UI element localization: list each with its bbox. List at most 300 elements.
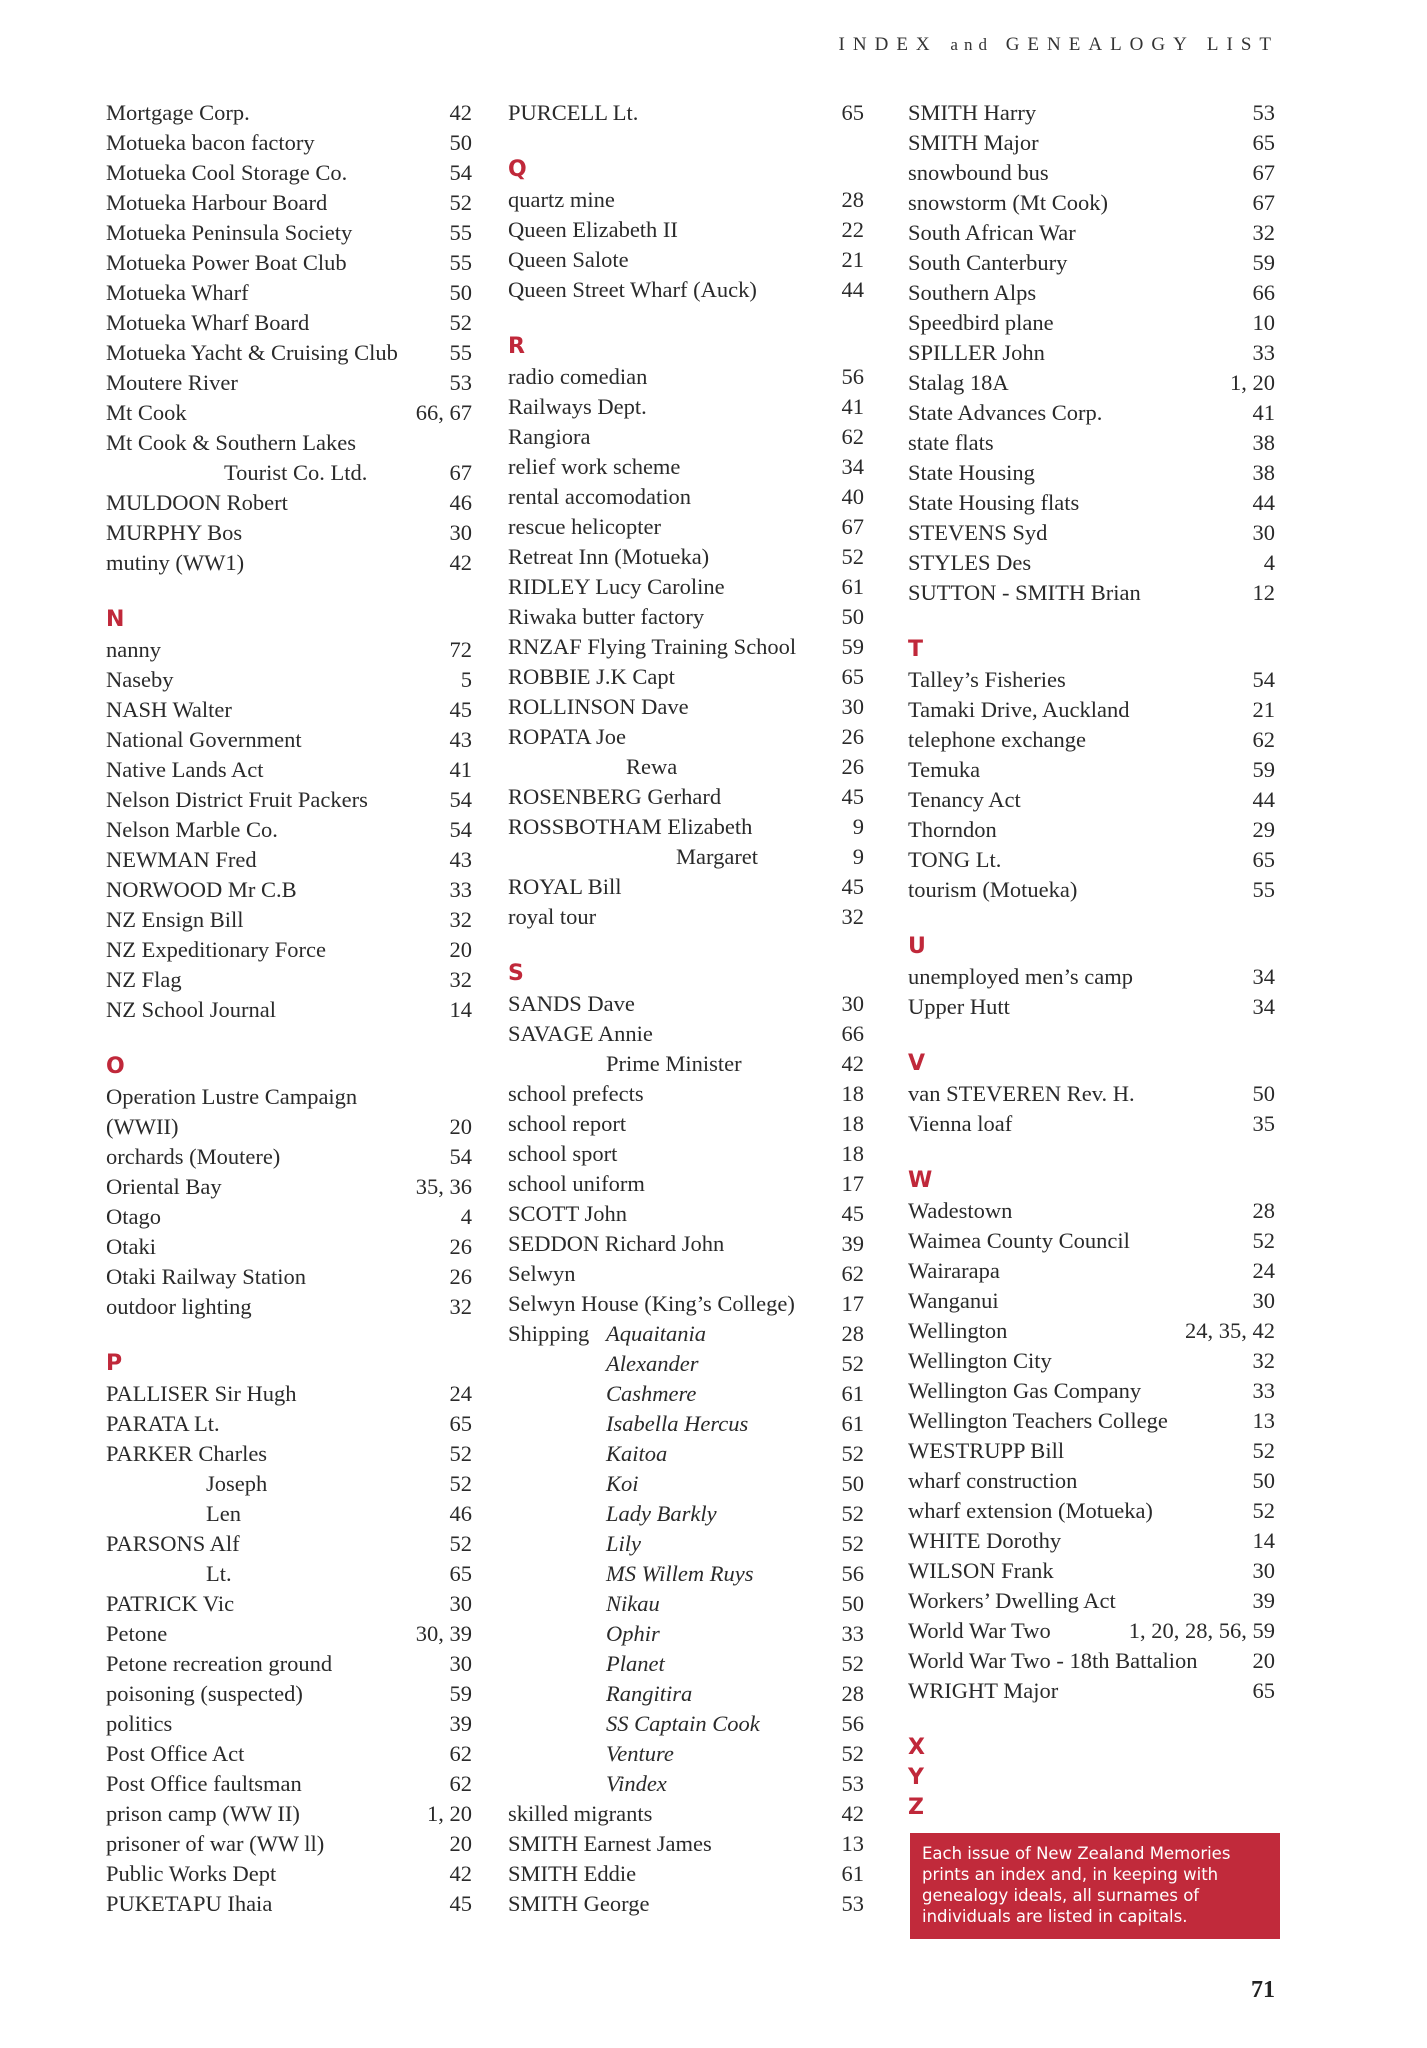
entry-term: poisoning (suspected) — [106, 1681, 303, 1706]
entry-term: mutiny (WW1) — [106, 550, 245, 575]
index-entry — [106, 128, 472, 158]
entry-term: State Advances Corp. — [908, 400, 1103, 425]
index-entry — [508, 362, 864, 392]
index-entry — [106, 338, 472, 368]
entry-pages: 59 — [841, 634, 864, 659]
entry-pages: 30 — [1252, 1558, 1275, 1583]
entry-pages: 42 — [841, 1801, 864, 1826]
index-entry — [908, 458, 1275, 488]
entry-term: NEWMAN Fred — [106, 847, 257, 872]
entry-pages: 53 — [841, 1771, 864, 1796]
entry-pages: 50 — [449, 130, 472, 155]
index-entry — [508, 1289, 864, 1319]
entry-pages: 28 — [841, 1681, 864, 1706]
index-entry — [908, 1196, 1275, 1226]
index-entry — [106, 1439, 472, 1469]
index-entry — [508, 1499, 864, 1529]
entry-term: Post Office Act — [106, 1741, 245, 1766]
entry-pages: 9 — [852, 814, 864, 839]
entry-pages: 67 — [841, 514, 864, 539]
entry-term: Naseby — [106, 667, 174, 692]
entry-ship-name: Nikau — [606, 1591, 660, 1616]
entry-term: STYLES Des — [908, 550, 1032, 575]
entry-term: politics — [106, 1711, 173, 1736]
index-entry — [106, 188, 472, 218]
index-entry — [106, 695, 472, 725]
entry-pages: 65 — [1252, 130, 1275, 155]
entry-term: Petone — [106, 1621, 168, 1646]
index-entry — [908, 1586, 1275, 1616]
index-entry — [106, 548, 472, 578]
entry-term: Railways Dept. — [508, 394, 647, 419]
index-entry — [508, 1319, 864, 1349]
entry-pages: 44 — [841, 277, 864, 302]
index-entry — [908, 548, 1275, 578]
entry-pages: 38 — [1252, 430, 1275, 455]
entry-ship-name: Vindex — [606, 1771, 667, 1796]
entry-term: Thorndon — [908, 817, 997, 842]
index-entry — [908, 398, 1275, 428]
entry-term: Margaret — [676, 844, 759, 869]
index-entry — [908, 218, 1275, 248]
entry-term: SANDS Dave — [508, 991, 635, 1016]
entry-pages: 32 — [449, 967, 472, 992]
entry-pages: 14 — [1252, 1528, 1275, 1553]
entry-pages: 54 — [449, 160, 472, 185]
index-entry — [106, 1709, 472, 1739]
entry-pages: 40 — [841, 484, 864, 509]
entry-pages: 52 — [1252, 1228, 1275, 1253]
index-entry — [508, 1649, 864, 1679]
entry-pages: 28 — [841, 1321, 864, 1346]
entry-term: NZ School Journal — [106, 997, 276, 1022]
index-entry — [508, 1349, 864, 1379]
entry-term: Petone recreation ground — [106, 1651, 333, 1676]
section-letter-p: P — [106, 1351, 123, 1376]
entry-term: SMITH George — [508, 1891, 650, 1916]
entry-term: Nelson Marble Co. — [106, 817, 278, 842]
entry-pages: 32 — [841, 904, 864, 929]
entry-pages: 34 — [1252, 994, 1275, 1019]
index-entry — [508, 662, 864, 692]
index-entry — [508, 185, 864, 215]
section-letter-v: V — [908, 1051, 926, 1076]
entry-pages: 42 — [841, 1051, 864, 1076]
entry-pages: 20 — [1252, 1648, 1275, 1673]
entry-term: Selwyn — [508, 1261, 576, 1286]
index-entry — [508, 902, 864, 932]
entry-ship-name: Aquaitania — [606, 1321, 706, 1346]
index-entry — [508, 1229, 864, 1259]
index-entry — [508, 275, 864, 305]
index-entry — [508, 1619, 864, 1649]
entry-pages: 45 — [449, 1891, 472, 1916]
entry-pages: 45 — [841, 874, 864, 899]
index-entry — [106, 1292, 472, 1322]
entry-pages: 18 — [841, 1081, 864, 1106]
entry-pages: 14 — [449, 997, 472, 1022]
entry-pages: 61 — [841, 1381, 864, 1406]
index-entry — [908, 1676, 1275, 1706]
index-entry — [106, 1589, 472, 1619]
entry-term: South African War — [908, 220, 1076, 245]
entry-term: Mt Cook — [106, 400, 187, 425]
entry-pages: 44 — [1252, 787, 1275, 812]
entry-pages: 20 — [449, 1114, 472, 1139]
entry-pages: 59 — [449, 1681, 472, 1706]
entry-term: Rewa — [626, 754, 678, 779]
entry-term: PARATA Lt. — [106, 1411, 220, 1436]
entry-term: Upper Hutt — [908, 994, 1010, 1019]
entry-ship-name: Lily — [606, 1531, 642, 1556]
index-entry — [106, 488, 472, 518]
index-entry — [908, 158, 1275, 188]
index-entry — [508, 1019, 864, 1049]
index-entry — [508, 215, 864, 245]
index-entry — [106, 1799, 472, 1829]
index-entry — [508, 692, 864, 722]
entry-pages: 5 — [460, 667, 472, 692]
index-entry — [106, 815, 472, 845]
index-entry — [106, 1529, 472, 1559]
index-entry — [106, 755, 472, 785]
entry-pages: 39 — [841, 1231, 864, 1256]
entry-term: radio comedian — [508, 364, 648, 389]
entry-term: NASH Walter — [106, 697, 232, 722]
entry-term: Stalag 18A — [908, 370, 1009, 395]
entry-ship-name: Koi — [606, 1471, 639, 1496]
index-entry — [508, 1139, 864, 1169]
entry-pages: 44 — [1252, 490, 1275, 515]
index-entry — [508, 1109, 864, 1139]
index-entry — [508, 1679, 864, 1709]
entry-pages: 29 — [1252, 817, 1275, 842]
entry-term: Queen Street Wharf (Auck) — [508, 277, 757, 302]
index-entry — [908, 1346, 1275, 1376]
index-entry — [908, 428, 1275, 458]
entry-pages: 52 — [449, 1441, 472, 1466]
index-entry — [908, 785, 1275, 815]
index-entry — [908, 1436, 1275, 1466]
entry-term: NZ Flag — [106, 967, 182, 992]
index-entry — [106, 278, 472, 308]
entry-pages: 52 — [841, 1351, 864, 1376]
entry-term: unemployed men’s camp — [908, 964, 1133, 989]
entry-pages: 41 — [841, 394, 864, 419]
entry-term: National Government — [106, 727, 302, 752]
entry-term: Speedbird plane — [908, 310, 1054, 335]
entry-term: State Housing flats — [908, 490, 1080, 515]
section-letter-n: N — [106, 607, 125, 632]
index-entry — [508, 1559, 864, 1589]
index-entry — [106, 1409, 472, 1439]
index-entry — [106, 875, 472, 905]
index-entry — [106, 98, 472, 128]
entry-pages: 67 — [449, 460, 472, 485]
entry-pages: 62 — [1252, 727, 1275, 752]
entry-pages: 13 — [841, 1831, 864, 1856]
entry-term: Temuka — [908, 757, 981, 782]
index-entry — [908, 1556, 1275, 1586]
entry-pages: 50 — [1252, 1468, 1275, 1493]
entry-pages: 50 — [841, 1591, 864, 1616]
entry-pages: 53 — [449, 370, 472, 395]
index-column-3 — [908, 98, 1275, 1939]
index-entry — [908, 578, 1275, 608]
entry-pages: 45 — [841, 1201, 864, 1226]
index-entry — [106, 905, 472, 935]
entry-term: Waimea County Council — [908, 1228, 1130, 1253]
entry-term: SMITH Earnest James — [508, 1831, 712, 1856]
entry-pages: 32 — [449, 907, 472, 932]
entry-pages: 59 — [1252, 757, 1275, 782]
index-entry — [908, 845, 1275, 875]
index-entry — [908, 98, 1275, 128]
index-entry — [908, 1646, 1275, 1676]
index-entry — [106, 1679, 472, 1709]
entry-pages: 30 — [449, 520, 472, 545]
index-entry — [106, 965, 472, 995]
entry-pages: 17 — [841, 1291, 864, 1316]
entry-term: Tenancy Act — [908, 787, 1021, 812]
entry-pages: 43 — [449, 727, 472, 752]
entry-pages: 28 — [841, 187, 864, 212]
entry-pages: 26 — [841, 754, 864, 779]
entry-pages: 33 — [1252, 1378, 1275, 1403]
index-entry — [508, 1889, 864, 1919]
entry-term: PARKER Charles — [106, 1441, 268, 1466]
entry-term: Motueka Wharf — [106, 280, 249, 305]
index-entry — [106, 248, 472, 278]
index-entry — [508, 1259, 864, 1289]
section-letter-y: Y — [908, 1765, 924, 1790]
entry-pages: 30 — [1252, 520, 1275, 545]
entry-pages: 39 — [1252, 1588, 1275, 1613]
entry-term: NZ Expeditionary Force — [106, 937, 326, 962]
index-entry — [106, 368, 472, 398]
index-entry — [106, 308, 472, 338]
entry-pages: 30 — [841, 991, 864, 1016]
index-entry — [106, 1829, 472, 1859]
index-entry — [106, 398, 472, 428]
index-entry — [508, 1079, 864, 1109]
entry-pages: 59 — [1252, 250, 1275, 275]
index-entry — [908, 1406, 1275, 1436]
entry-pages: 32 — [449, 1294, 472, 1319]
entry-term: school sport — [508, 1141, 618, 1166]
index-entry — [508, 1439, 864, 1469]
index-entry — [508, 452, 864, 482]
entry-pages: 12 — [1252, 580, 1275, 605]
entry-term: STEVENS Syd — [908, 520, 1048, 545]
entry-pages: 24 — [1252, 1258, 1275, 1283]
entry-term: Mortgage Corp. — [106, 100, 250, 125]
entry-term: ROSSBOTHAM Elizabeth — [508, 814, 753, 839]
entry-term: nanny — [106, 637, 161, 662]
entry-term: Wadestown — [908, 1198, 1013, 1223]
header-index: INDEX — [838, 34, 938, 55]
index-entry — [106, 458, 472, 488]
entry-pages: 56 — [841, 1561, 864, 1586]
entry-pages: 52 — [841, 1501, 864, 1526]
section-letter-x: X — [908, 1735, 925, 1760]
entry-pages: 50 — [1252, 1081, 1275, 1106]
entry-term: state flats — [908, 430, 994, 455]
entry-term: SPILLER John — [908, 340, 1045, 365]
entry-pages: 4 — [1263, 550, 1275, 575]
entry-term: relief work scheme — [508, 454, 681, 479]
index-entry — [106, 1142, 472, 1172]
entry-ship-name: Kaitoa — [606, 1441, 668, 1466]
index-entry — [908, 128, 1275, 158]
entry-term: MURPHY Bos — [106, 520, 243, 545]
entry-pages: 66 — [841, 1021, 864, 1046]
entry-ship-name: Venture — [606, 1741, 674, 1766]
entry-term: Moutere River — [106, 370, 238, 395]
index-entry — [508, 422, 864, 452]
entry-term: Oriental Bay — [106, 1174, 222, 1199]
entry-pages: 21 — [1252, 697, 1275, 722]
index-entry — [106, 935, 472, 965]
entry-term: Queen Elizabeth II — [508, 217, 678, 242]
entry-pages: 4 — [460, 1204, 472, 1229]
index-column-1 — [106, 98, 472, 1919]
index-entry — [106, 785, 472, 815]
page-number: 71 — [1251, 1977, 1275, 2003]
entry-pages: 32 — [1252, 220, 1275, 245]
entry-term: SCOTT John — [508, 1201, 627, 1226]
entry-term: SMITH Harry — [908, 100, 1037, 125]
index-entry — [106, 1202, 472, 1232]
entry-pages: 34 — [841, 454, 864, 479]
entry-pages: 55 — [449, 340, 472, 365]
index-entry — [508, 632, 864, 662]
entry-term: snowstorm (Mt Cook) — [908, 190, 1109, 215]
entry-pages: 72 — [449, 637, 472, 662]
entry-term: RIDLEY Lucy Caroline — [508, 574, 725, 599]
entry-term: WILSON Frank — [908, 1558, 1054, 1583]
entry-pages: 10 — [1252, 310, 1275, 335]
entry-pages: 24 — [449, 1381, 472, 1406]
entry-term: school prefects — [508, 1081, 644, 1106]
header-and: and — [950, 35, 993, 54]
entry-pages: 30 — [449, 1591, 472, 1616]
index-entry — [106, 1232, 472, 1262]
entry-pages: 65 — [841, 664, 864, 689]
entry-pages: 35, 36 — [415, 1174, 472, 1199]
entry-pages: 52 — [1252, 1498, 1275, 1523]
section-letter-u: U — [908, 934, 926, 959]
entry-term: WHITE Dorothy — [908, 1528, 1062, 1553]
entry-pages: 28 — [1252, 1198, 1275, 1223]
index-entry — [508, 1529, 864, 1559]
index-entry — [508, 722, 864, 752]
index-entry — [508, 392, 864, 422]
entry-pages: 62 — [841, 424, 864, 449]
entry-ship-name: Alexander — [606, 1351, 699, 1376]
entry-term: royal tour — [508, 904, 597, 929]
index-column-2 — [508, 98, 864, 1919]
entry-pages: 24, 35, 42 — [1185, 1318, 1275, 1343]
entry-term: Wellington Gas Company — [908, 1378, 1142, 1403]
index-entry — [106, 1649, 472, 1679]
entry-ship-name: Lady Barkly — [606, 1501, 717, 1526]
index-entry — [508, 542, 864, 572]
entry-term: prison camp (WW II) — [106, 1801, 300, 1826]
entry-pages: 30 — [449, 1651, 472, 1676]
index-entry — [908, 1496, 1275, 1526]
index-entry — [106, 995, 472, 1025]
index-entry — [908, 875, 1275, 905]
entry-pages: 65 — [449, 1561, 472, 1586]
entry-ship-name: SS Captain Cook — [606, 1711, 760, 1736]
entry-term: rescue helicopter — [508, 514, 662, 539]
entry-term: (WWII) — [106, 1114, 179, 1139]
entry-term: PURCELL Lt. — [508, 100, 639, 125]
entry-ship-name: Ophir — [606, 1621, 660, 1646]
entry-term: South Canterbury — [908, 250, 1068, 275]
index-entry — [908, 188, 1275, 218]
index-entry — [508, 1469, 864, 1499]
index-entry — [908, 992, 1275, 1022]
entry-pages: 30 — [1252, 1288, 1275, 1313]
index-entry — [106, 1262, 472, 1292]
entry-term: Nelson District Fruit Packers — [106, 787, 368, 812]
entry-term: Selwyn House (King’s College) — [508, 1291, 795, 1316]
entry-term: Motueka Peninsula Society — [106, 220, 353, 245]
entry-pages: 20 — [449, 1831, 472, 1856]
index-entry — [508, 812, 864, 842]
entry-term: Wellington Teachers College — [908, 1408, 1168, 1433]
entry-pages: 42 — [449, 100, 472, 125]
entry-term: SAVAGE Annie — [508, 1021, 653, 1046]
entry-term: ROLLINSON Dave — [508, 694, 689, 719]
entry-term: Mt Cook & Southern Lakes — [106, 430, 356, 455]
entry-pages: 52 — [449, 310, 472, 335]
entry-term: Southern Alps — [908, 280, 1037, 305]
entry-term: Riwaka butter factory — [508, 604, 705, 629]
index-entry — [106, 635, 472, 665]
entry-pages: 61 — [841, 574, 864, 599]
entry-pages: 55 — [449, 250, 472, 275]
entry-term: MULDOON Robert — [106, 490, 288, 515]
index-entry — [508, 842, 864, 872]
index-entry — [908, 308, 1275, 338]
index-entry — [908, 278, 1275, 308]
index-entry — [106, 1112, 472, 1142]
entry-term: SEDDON Richard John — [508, 1231, 725, 1256]
entry-pages: 41 — [1252, 400, 1275, 425]
index-entry — [908, 1079, 1275, 1109]
index-entry — [908, 665, 1275, 695]
index-entry — [508, 1799, 864, 1829]
index-entry — [508, 1199, 864, 1229]
entry-pages: 53 — [841, 1891, 864, 1916]
entry-pages: 56 — [841, 1711, 864, 1736]
index-entry — [106, 1739, 472, 1769]
entry-ship-name: Cashmere — [606, 1381, 697, 1406]
index-entry — [106, 1469, 472, 1499]
entry-pages: 65 — [1252, 1678, 1275, 1703]
index-entry — [508, 1859, 864, 1889]
index-entry — [508, 1769, 864, 1799]
entry-pages: 52 — [449, 1471, 472, 1496]
index-entry — [908, 755, 1275, 785]
entry-term: ROBBIE J.K Capt — [508, 664, 675, 689]
entry-term: Motueka bacon factory — [106, 130, 315, 155]
entry-pages: 53 — [1252, 100, 1275, 125]
index-entry — [508, 1409, 864, 1439]
